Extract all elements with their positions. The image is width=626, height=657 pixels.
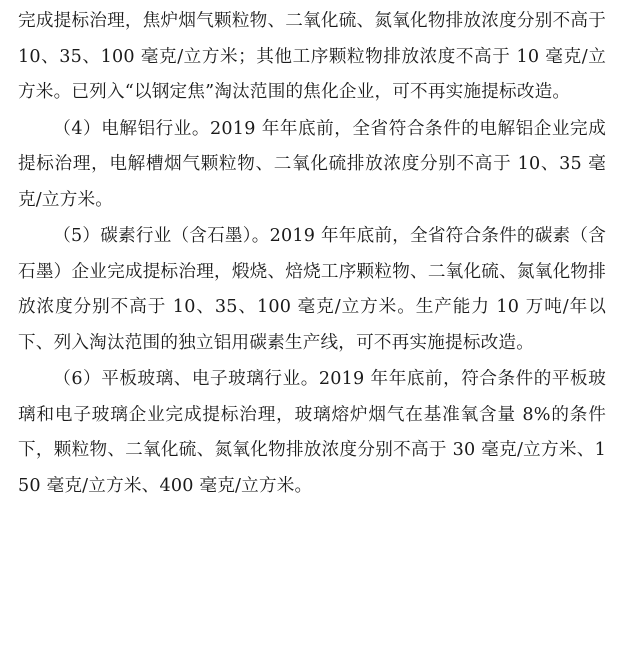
paragraph-item-5-carbon: （5）碳素行业（含石墨）。2019 年年底前，全省符合条件的碳素（含石墨）企业完成提标治理，煅烧、焙烧工序颗粒物、二氧化硫、氮氧化物排放浓度分别不高于 10、35、100 毫克/立方米。生产能力 10 万吨/年以下、列入淘汰范围的独立铝用碳素生产线，可不再实施提标改造。 bbox=[18, 226, 606, 353]
paragraph-item-6-flat-glass: （6）平板玻璃、电子玻璃行业。2019 年年底前，符合条件的平板玻璃和电子玻璃企业完成提标治理，玻璃熔炉烟气在基准氧含量 8%的条件下，颗粒物、二氧化硫、氮氧化物排放浓度分别不高于 30 毫克/立方米、150 毫克/立方米、400 毫克/立方米。 bbox=[18, 369, 606, 496]
paragraph-continuation: 完成提标治理，焦炉烟气颗粒物、二氧化硫、氮氧化物排放浓度分别不高于 10、35、100 毫克/立方米；其他工序颗粒物排放浓度不高于 10 毫克/立方米。已列入“以钢定焦”淘汰范围的焦化企业，可不再实施提标改造。 bbox=[18, 11, 606, 102]
paragraph-item-4-electrolytic-aluminum: （4）电解铝行业。2019 年年底前，全省符合条件的电解铝企业完成提标治理，电解槽烟气颗粒物、二氧化硫排放浓度分别不高于 10、35 毫克/立方米。 bbox=[18, 118, 606, 210]
